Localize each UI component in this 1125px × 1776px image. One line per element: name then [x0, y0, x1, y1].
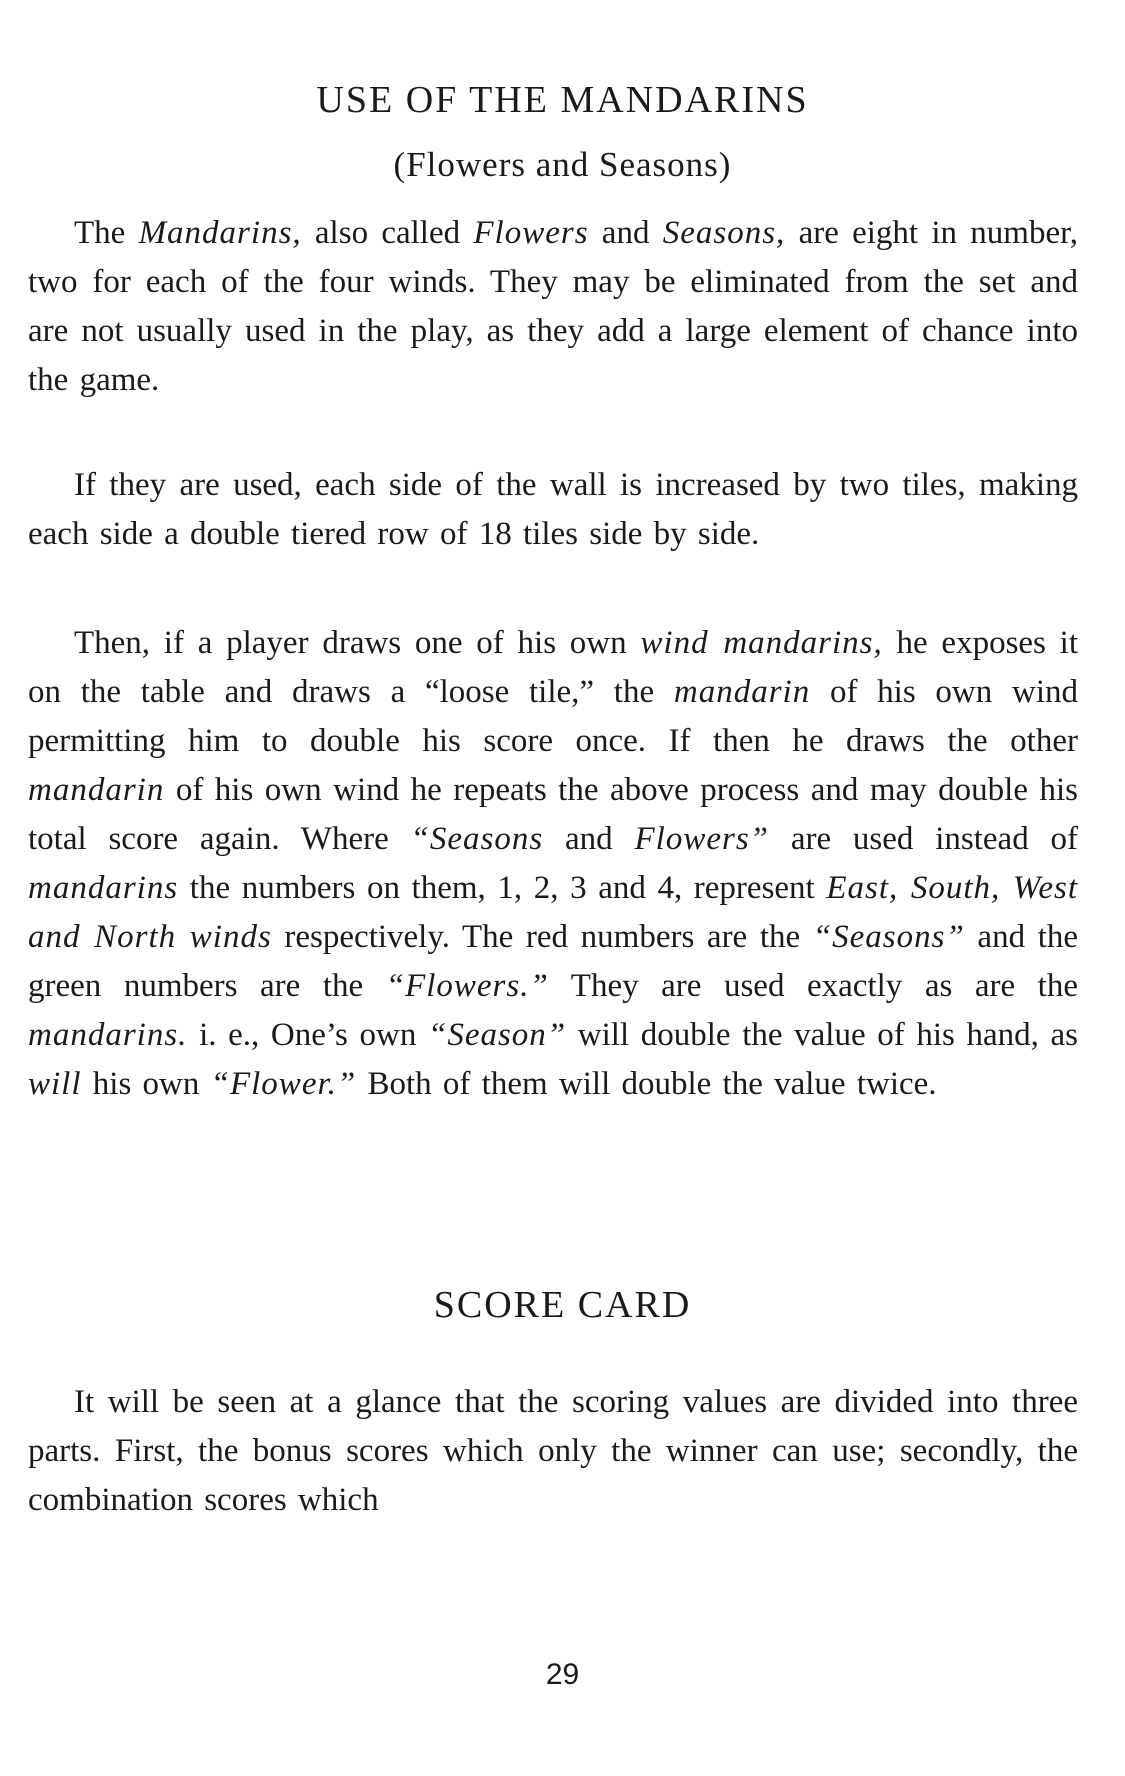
heading-mandarins: USE OF THE MANDARINS [316, 79, 809, 121]
text: Then, if a player draws one of his own [74, 625, 641, 661]
text: also called [301, 215, 474, 251]
text: the numbers on them, 1, 2, 3 and 4, represent [178, 870, 827, 906]
text: If they are used, each side of the wall is increased by two tiles, making each side a double tiered row of 18 tiles side by side. [28, 467, 1078, 552]
text: his own [81, 1066, 211, 1102]
text: and the green numbers are the [28, 919, 1079, 1004]
text: are used instead of [769, 821, 1078, 857]
italic-text: mandarins. [28, 1017, 188, 1053]
italic-text: “Seasons [410, 821, 544, 857]
italic-text: will [28, 1066, 82, 1102]
text: i. e., One’s own [187, 1017, 428, 1053]
italic-text: mandarins [28, 870, 179, 906]
page-number: 29 [545, 1658, 580, 1691]
italic-text: Flowers” [634, 821, 770, 857]
text: he exposes it on the table and draws a “loose tile,” the [28, 625, 1078, 710]
text: It will be seen at a glance that the scoring values are divided into three parts. First, the bonus scores which only the winner can use; secondly, the combination scores which [28, 1384, 1078, 1518]
italic-text: Flowers [473, 215, 589, 251]
italic-text: Seasons, [662, 215, 786, 251]
text: are eight in number, two for each of the four winds. They may be eliminated from the set and are not usually used in the play, as they add a large element of chance into the game. [28, 215, 1079, 398]
italic-text: “Flower.” [210, 1066, 357, 1102]
italic-text: mandarin [28, 772, 165, 808]
text: will double the value of his hand, as [566, 1017, 1078, 1053]
italic-text: East, South, West and North winds [28, 870, 1078, 955]
paragraph-wall-increase [28, 461, 1078, 559]
text: and [543, 821, 635, 857]
paragraph-wind-mandarins [28, 619, 1078, 1109]
text: Both of them will double the value twice. [356, 1066, 937, 1102]
paragraph-mandarins-intro [28, 209, 1078, 405]
text: They are used exactly as are the [548, 968, 1078, 1004]
subheading-flowers-seasons: (Flowers and Seasons) [393, 145, 732, 184]
text: and [588, 215, 663, 251]
italic-text: “Flowers.” [385, 968, 549, 1004]
text: respectively. The red numbers are the [271, 919, 813, 955]
paragraph-score-card [28, 1378, 1078, 1525]
italic-text: Mandarins, [138, 215, 302, 251]
text: of his own wind permitting him to double his score once. If then he draws the other [28, 674, 1078, 759]
italic-text: mandarin [673, 674, 811, 710]
italic-text: “Seasons” [812, 919, 965, 955]
text: The [74, 215, 139, 251]
text: of his own wind he repeats the above process and may double his total score again. Where [28, 772, 1078, 857]
heading-score-card: SCORE CARD [433, 1284, 692, 1326]
italic-text: wind mandarins, [640, 625, 883, 661]
italic-text: “Season” [427, 1017, 567, 1053]
